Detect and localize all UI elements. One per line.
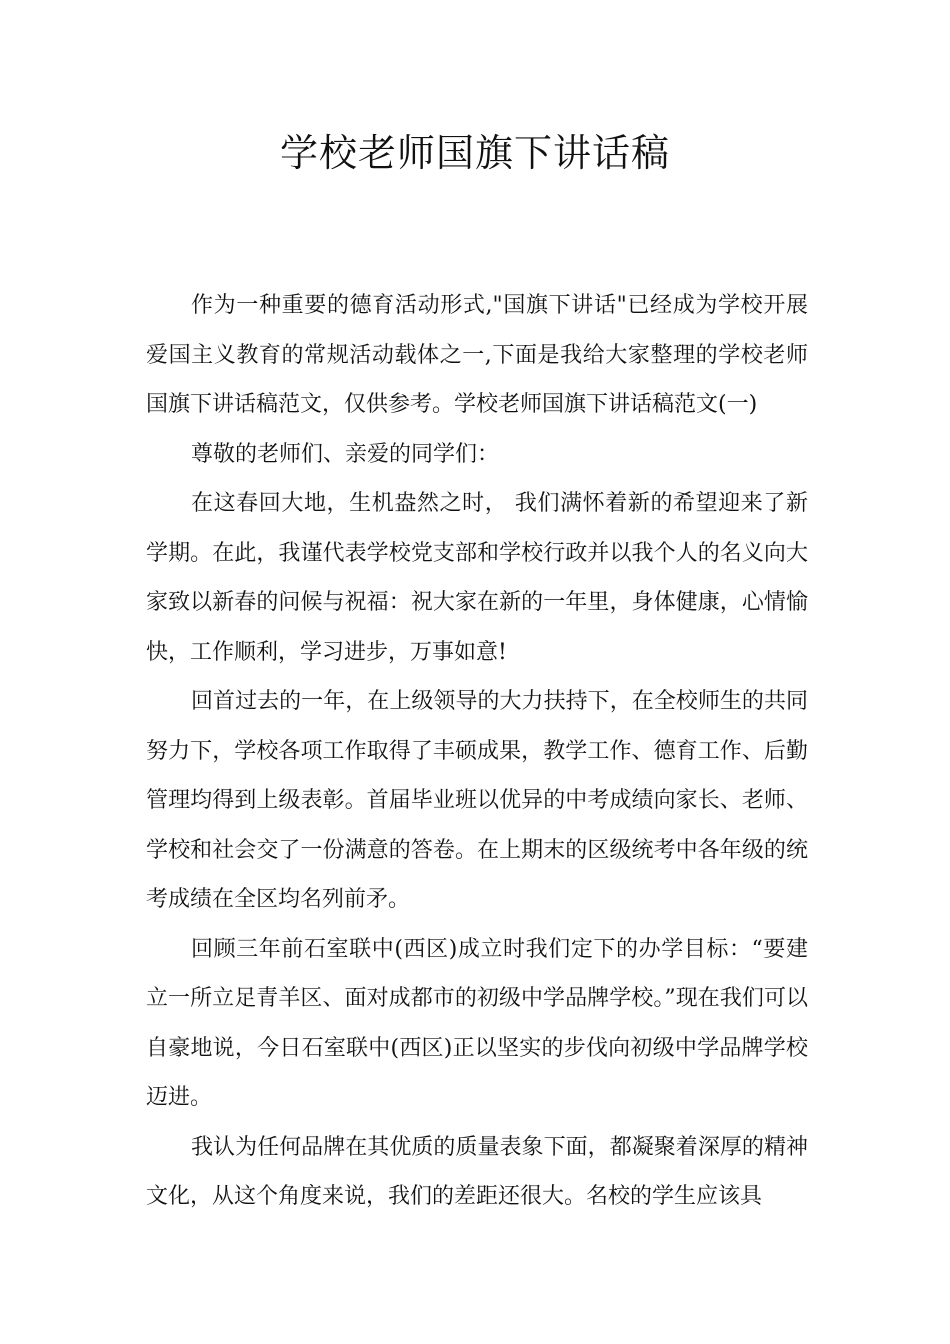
document-title: 学校老师国旗下讲话稿 bbox=[279, 131, 670, 175]
paragraph-intro: 作为一种重要的德育活动形式,"国旗下讲话"已经成为学校开展爱国主义教育的常规活动载体之一,下面是我给大家整理的学校老师国旗下讲话稿范文，仅供参考。学校老师国旗下讲话稿范文(一) bbox=[146, 293, 808, 417]
paragraph-culture: 我认为任何品牌在其优质的质量表象下面，都凝聚着深厚的精神文化，从这个角度来说，我们的差距还很大。名校的学生应该具 bbox=[146, 1134, 808, 1209]
paragraph-greeting: 在这春回大地，生机盎然之时， 我们满怀着新的希望迎来了新学期。在此，我谨代表学校党支部和学校行政并以我个人的名义向大家致以新春的问候与祝福：祝大家在新的一年里，身体健康，心情愉快，工作顺利，学习进步，万事如意! bbox=[146, 491, 808, 665]
document-body bbox=[146, 281, 808, 1222]
paragraph-salutation: 尊敬的老师们、亲爱的同学们： bbox=[191, 441, 500, 467]
paragraph-review: 回首过去的一年，在上级领导的大力扶持下，在全校师生的共同努力下，学校各项工作取得了丰硕成果，教学工作、德育工作、后勤管理均得到上级表彰。首届毕业班以优异的中考成绩向家长、老师、学校和社会交了一份满意的答卷。在上期末的区级统考中各年级的统考成绩在全区均名列前矛。 bbox=[146, 689, 808, 912]
paragraph-goal: 回顾三年前石室联中(西区)成立时我们定下的办学目标：“要建立一所立足青羊区、面对成都市的初级中学品牌学校。”现在我们可以自豪地说，今日石室联中(西区)正以坚实的步伐向初级中学品牌学校迈进。 bbox=[146, 936, 808, 1110]
